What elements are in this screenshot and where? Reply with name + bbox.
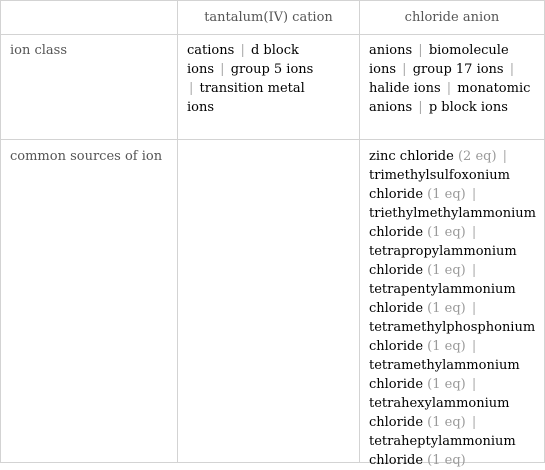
list-separator: | <box>471 225 477 240</box>
anion-sources-list <box>369 147 537 470</box>
anion-ion-class-value <box>369 41 539 117</box>
source-quantity: (1 eq) <box>427 225 466 240</box>
source-quantity: (1 eq) <box>427 263 466 278</box>
source-quantity: (1 eq) <box>427 187 466 202</box>
list-separator: | <box>471 339 477 354</box>
source-name: trimethylsulfoxonium chloride <box>369 168 510 202</box>
column-divider-1 <box>177 0 178 463</box>
list-separator: | <box>418 100 423 115</box>
cation-ion-class-text: cations | d block ions | group 5 ions | transition metal ions <box>187 43 314 115</box>
source-name: tetramethylammonium chloride <box>369 358 520 392</box>
source-quantity: (1 eq) <box>427 377 466 392</box>
list-separator: | <box>471 415 477 430</box>
table-border-left <box>0 0 1 463</box>
source-name: tetraheptylammonium chloride <box>369 434 516 468</box>
source-item <box>369 244 517 278</box>
list-separator: | <box>471 301 477 316</box>
source-item <box>369 149 497 164</box>
row-label-ion-class: ion class <box>10 43 68 58</box>
list-separator: | <box>471 377 477 392</box>
header-chloride-anion: chloride anion <box>404 10 500 25</box>
list-separator: | <box>471 187 477 202</box>
source-quantity: (1 eq) <box>427 339 466 354</box>
list-separator: | <box>418 43 423 58</box>
list-separator: | <box>502 149 508 164</box>
column-divider-2 <box>359 0 360 463</box>
source-item <box>369 206 536 240</box>
source-item <box>369 358 520 392</box>
row-divider <box>0 139 545 140</box>
table-border-top <box>0 0 545 1</box>
header-tantalum-cation: tantalum(IV) cation <box>204 10 333 25</box>
row-label-common-sources: common sources of ion <box>10 149 163 164</box>
source-item <box>369 396 509 430</box>
source-item <box>369 320 535 354</box>
source-name: tetrapentylammonium chloride <box>369 282 516 316</box>
source-name: zinc chloride <box>369 149 454 164</box>
source-quantity: (2 eq) <box>457 149 497 164</box>
list-separator: | <box>189 81 194 96</box>
list-separator: | <box>446 81 452 96</box>
list-separator: | <box>402 62 407 77</box>
source-quantity: (1 eq) <box>427 453 466 468</box>
anion-ion-class-text: anions | biomolecule ions | group 17 ions | halide ions | monatomic anions | p block ions <box>369 43 531 115</box>
list-separator: | <box>471 263 477 278</box>
source-item <box>369 168 510 202</box>
list-separator: | <box>240 43 245 58</box>
source-item <box>369 282 516 316</box>
source-quantity: (1 eq) <box>427 301 466 316</box>
header-divider <box>0 34 545 35</box>
source-quantity: (1 eq) <box>427 415 466 430</box>
list-separator: | <box>220 62 225 77</box>
list-separator: | <box>509 62 515 77</box>
source-name: tetrahexylammonium chloride <box>369 396 510 430</box>
source-name: tetramethylphosphonium chloride <box>369 320 536 354</box>
cation-ion-class-value <box>187 41 315 117</box>
source-name: triethylmethylammonium chloride <box>369 206 536 240</box>
source-name: tetrapropylammonium chloride <box>369 244 517 278</box>
